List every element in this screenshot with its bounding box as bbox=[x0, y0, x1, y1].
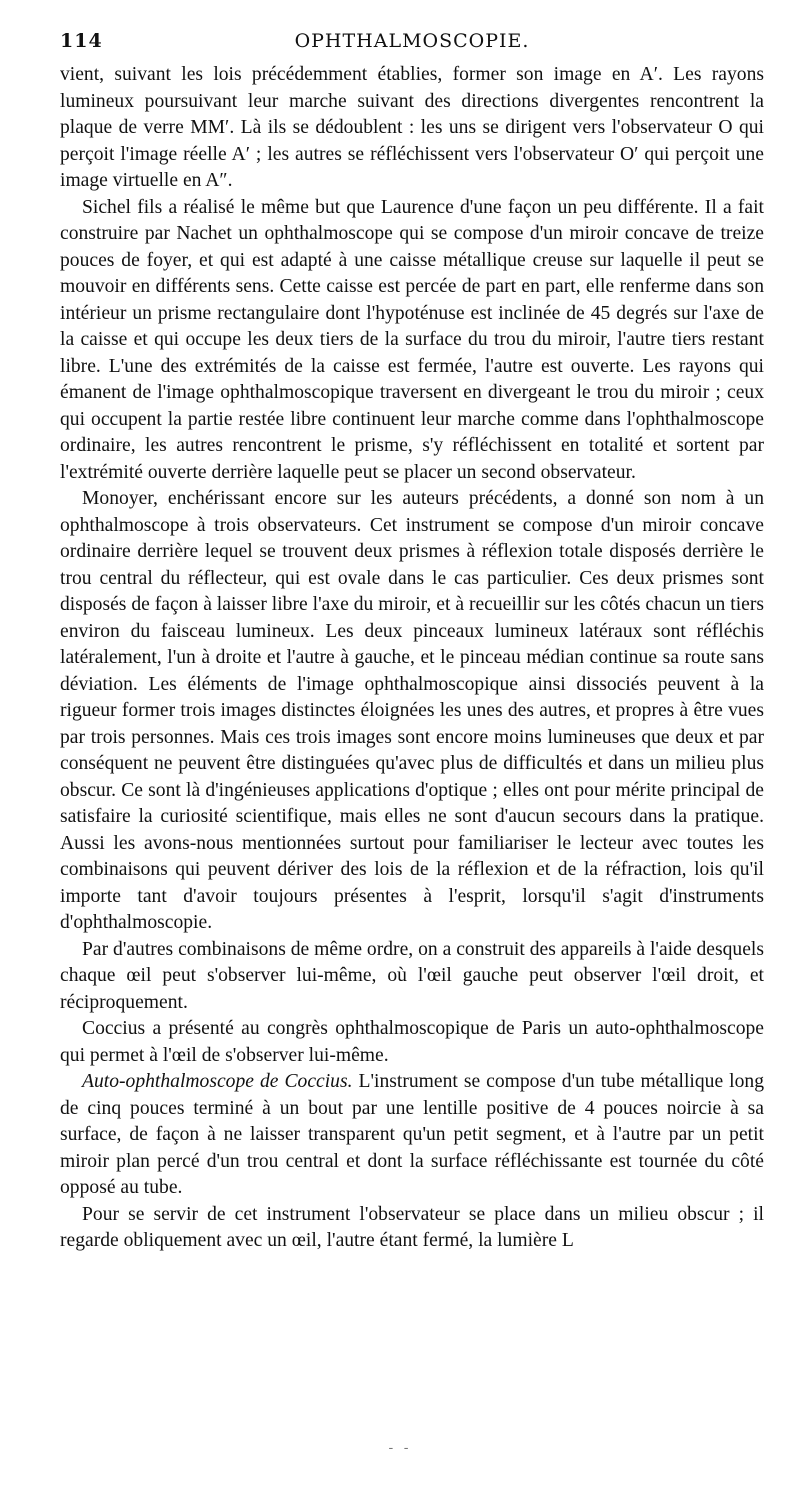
section-heading-auto-ophthalmoscope: Auto-ophthalmoscope de Coccius. bbox=[82, 1071, 353, 1092]
body-text bbox=[60, 62, 764, 1255]
running-title: OPHTHALMOSCOPIE. bbox=[294, 30, 530, 52]
auto-ophthalmoscope-text: L'instrument se compose d'un tube métallique long de cinq pouces terminé à un bout par une lentille positive de 4 pouces noircie à sa surface, de façon à ne laisser transparent qu'un petit segment, et à l'autre par un petit miroir plan percé d'un trou central et dont la surface réfléchissante est tournée du côté opposé au tube. bbox=[60, 1071, 764, 1198]
paragraph-combinaisons: Par d'autres combinaisons de même ordre, on a construit des appareils à l'aide desquels chaque œil peut s'observer lui-même, où l'œil gauche peut observer l'œil droit, et réciproquement. bbox=[60, 938, 764, 1013]
paragraph-continuation: vient, suivant les lois précédemment établies, former son image en A′. Les rayons lumineux poursuivant leur marche suivant des directions divergentes rencontrent la plaque de verre MM′. Là ils se dédoublent : les uns se dirigent vers l'observateur O qui perçoit l'image réelle A′ ; les autres se réfléchissent vers l'observateur O′ qui perçoit une image virtuelle en A″. bbox=[60, 64, 764, 191]
paragraph-auto-ophthalmoscope bbox=[60, 1069, 764, 1202]
paragraph-monoyer: Monoyer, enchérissant encore sur les auteurs précédents, a donné son nom à un ophthalmoscope à trois observateurs. Cet instrument se compose d'un miroir concave ordinaire derrière lequel se trouvent deux prismes à réflexion totale disposés derrière le trou central du réflecteur, qui est ovale dans le cas particulier. Ces deux prismes sont disposés de façon à laisser libre l'axe du miroir, et à recueillir sur les côtés chacun un tiers environ du faisceau lumineux. Les deux pinceaux lumineux latéraux sont réfléchis latéralement, l'un à droite et l'autre à gauche, et le pinceau médian continue sa route sans déviation. Les éléments de l'image ophthalmoscopique ainsi dissociés peuvent à la rigueur former trois images distinctes éloignées les unes des autres, et propres à être vues par trois personnes. Mais ces trois images sont encore moins lumineuses que deux et par conséquent ne peuvent être distinguées qu'avec plus de difficultés et dans un milieu plus obscur. Ce sont là d'ingénieuses applications d'optique ; elles ont pour mérite principal de satisfaire la curiosité scientifique, mais elles ne sont d'aucun secours dans la pratique. Aussi les avons-nous mentionnées surtout pour familiariser le lecteur avec toutes les combinaisons qui peuvent dériver des lois de la réflexion et de la réfraction, lois qu'il importe tant d'avoir toujours présentes à l'esprit, lorsqu'il s'agit d'instruments d'ophthalmoscopie. bbox=[60, 488, 764, 933]
footer-mark: - - bbox=[388, 1440, 412, 1456]
paragraph-sichel: Sichel fils a réalisé le même but que Laurence d'une façon un peu différente. Il a fait construire par Nachet un ophthalmoscope qui se compose d'un miroir concave de treize pouces de foyer, et qui est adapté à une caisse métallique creuse sur laquelle il peut se mouvoir en différents sens. Cette caisse est percée de part en part, elle renferme dans son intérieur un prisme rectangulaire dont l'hypoténuse est inclinée de 45 degrés sur l'axe de la caisse et qui occupe les deux tiers de la surface du trou du miroir, l'autre tiers restant libre. L'une des extrémités de la caisse est fermée, l'autre est ouverte. Les rayons qui émanent de l'image ophthalmoscopique traversent en divergeant le trou du miroir ; ceux qui occupent la partie restée libre continuent leur marche comme dans l'ophthalmoscope ordinaire, les autres rencontrent le prisme, s'y réfléchissent en totalité et sortent par l'extrémité ouverte derrière laquelle peut se placer un second observateur. bbox=[60, 196, 764, 483]
paragraph-coccius: Coccius a présenté au congrès ophthalmoscopique de Paris un auto-ophthalmoscope qui permet à l'œil de s'observer lui-même. bbox=[60, 1018, 764, 1066]
paragraph-usage: Pour se servir de cet instrument l'observateur se place dans un milieu obscur ; il regarde obliquement avec un œil, l'autre étant fermé, la lumière L bbox=[60, 1203, 764, 1251]
page-header bbox=[60, 28, 764, 62]
page-number: 114 bbox=[60, 30, 103, 52]
